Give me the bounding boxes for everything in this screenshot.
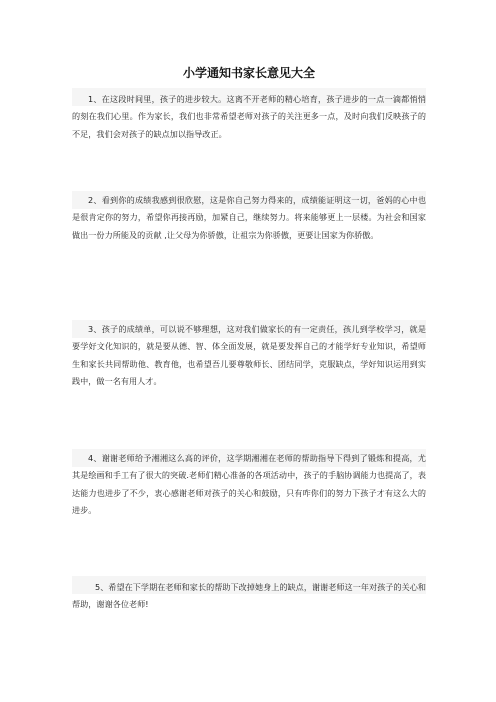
- paragraph-5-text: 5、希望在下学期在老师和家长的帮助下改掉她身上的缺点，谢谢老师这一年对孩子的关心和帮助，谢谢各位老师!: [72, 582, 426, 610]
- paragraph-5: [72, 579, 426, 614]
- paragraph-3-text: 3、孩子的成绩单，可以说不够理想，这对我们做家长的有一定责任，孩儿到学校学习，就是要学好文化知识的，就是要从德、智、体全面发展，就是要发挥自己的才能学好专业知识，希望师生和家长共同帮助他、教育他，也希望吾儿要尊敬师长、团结同学，克服缺点，学好知识运用到实践中，做一名有用人才。: [72, 324, 426, 386]
- paragraph-4: [72, 450, 426, 519]
- paragraph-2: [72, 192, 426, 244]
- paragraph-3: [72, 321, 426, 390]
- paragraph-4-text: 4、谢谢老师给予湘湘这么高的评价，这学期湘湘在老师的帮助指导下得到了锻炼和提高，尤其是绘画和手工有了很大的突破.老师们精心准备的各项活动中，孩子的手脑协调能力也提高了，表达能力也进步了不少，衷心感谢老师对孩子的关心和鼓励，只有咋你们的努力下孩子才有这么大的进步。: [72, 453, 426, 515]
- document-page: [72, 0, 426, 702]
- document-title: 小学通知书家长意见大全: [182, 66, 315, 80]
- paragraph-1-text: 1、在这段时间里，孩子的进步较大。这离不开老师的精心培育，孩子进步的一点一滴都悄悄的刻在我们心里。作为家长，我们也非常希望老师对孩子的关注更多一点，及时向我们反映孩子的不足，我们会对孩子的缺点加以指导改正。: [72, 94, 426, 139]
- paragraph-2-text: 2、看到你的成绩我感到很欣慰，这是你自己努力得来的，成绩能证明这一切，爸妈的心中也是很肯定你的努力，希望你再接再励，加紧自己，继续努力。将来能够更上一层楼。为社会和国家做出一份力所能及的贡献 ,让父母为你骄傲，让祖宗为你骄傲，更要让国家为你骄傲。: [72, 195, 426, 240]
- paragraph-1: [72, 91, 426, 143]
